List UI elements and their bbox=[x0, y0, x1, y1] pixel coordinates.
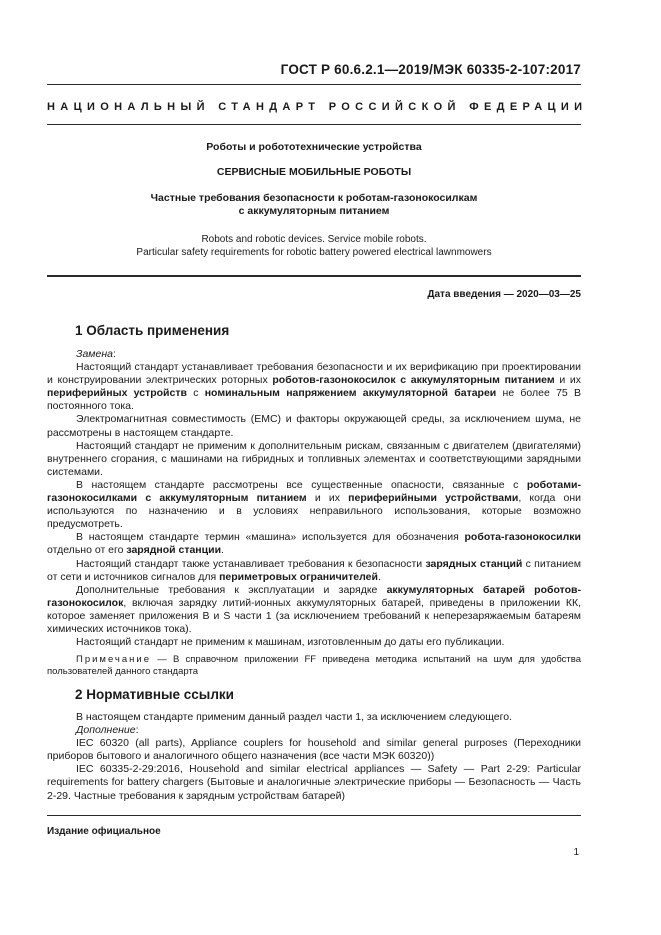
title-english-line2: Particular safety requirements for robotic battery powered electrical lawnmowers bbox=[136, 247, 492, 258]
section-2-body: В настоящем стандарте применим данный раздел части 1, за исключением следующего. Дополнение: IEC 60320 (all parts), Appliance couplers for household and similar general purposes (Переходники приборов бытового и аналогичного общего назначения (все части МЭК 60320)) IEC 60335-2-29:2016, Household and similar electrical appliances — Safety — Part 2-29: Particular requirements for battery chargers (Бытовые и аналогичные электрические приборы — Безопасность — Часть 2-29. Частные требования к зарядным устройствам батарей) bbox=[47, 711, 581, 802]
title-english-line1: Robots and robotic devices. Service mobile robots. bbox=[201, 234, 427, 245]
banner-rule bbox=[47, 124, 581, 125]
paragraph-exclusions: Настоящий стандарт не применим к дополнительным рискам, связанным с двигателем (двигателями) внутреннего сгорания, с машинами на гибридных и топливных элементах и соответствующими зарядными системами. bbox=[47, 439, 581, 478]
national-standard-banner: НАЦИОНАЛЬНЫЙ СТАНДАРТ РОССИЙСКОЙ ФЕДЕРАЦИИ bbox=[47, 101, 588, 113]
paragraph-batteries: Дополнительные требования к эксплуатации и зарядке аккумуляторных батарей роботов-газонокосилок, включая зарядку литий-ионных аккумуляторных батарей, приведены в приложении КК, которое заменяет приложения В и S части 1 (за исключением требований к неперезаряжаемым батареям химических источников тока). bbox=[47, 583, 581, 635]
section-1-heading: 1 Область применения bbox=[75, 323, 230, 338]
document-identifier: ГОСТ Р 60.6.2.1—2019/МЭК 60335-2-107:2017 bbox=[280, 62, 581, 77]
reference-iec-60320: IEC 60320 (all parts), Appliance couplers for household and similar general purposes (Переходники приборов бытового и аналогичного общего назначения (все части МЭК 60320)) bbox=[47, 737, 581, 763]
title-english bbox=[47, 233, 581, 259]
footer-rule bbox=[47, 815, 581, 816]
paragraph-hazards: В настоящем стандарте рассмотрены все существенные опасности, связанные с роботами-газонокосилками с аккумуляторным питанием и их периферийными устройствами, когда они используются по назначению и в условиях неправильного использования, которые возможно предусмотреть. bbox=[47, 478, 581, 531]
paragraph-machine-term: В настоящем стандарте термин «машина» используется для обозначения робота-газонокосилки отдельно от его зарядной станции. bbox=[47, 531, 581, 557]
title-main: СЕРВИСНЫЕ МОБИЛЬНЫЕ РОБОТЫ bbox=[216, 166, 412, 178]
note-text: — В справочном приложении FF приведена методика испытаний на шум для удобства пользователей данного стандарта bbox=[47, 654, 581, 678]
title-particular-line1: Частные требования безопасности к роботам-газонокосилкам bbox=[150, 192, 478, 204]
section-1-body: Замена: Настоящий стандарт устанавливает требования безопасности и их верификацию при проектировании и конструировании электрических роторных роботов-газонокосилок с аккумуляторным питанием и их периферийных устройств с номинальным напряжением аккумуляторной батареи не более 75 В постоянного тока. Электромагнитная совместимость (ЕМС) и факторы окружающей среды, за исключением шума, не рассмотрены в настоящем стандарте. Настоящий стандарт не применим к дополнительным рискам, связанным с двигателем (двигателями) внутреннего сгорания, с машинами на гибридных и топливных элементах и соответствующими зарядными системами. В настоящем стандарте рассмотрены все существенные опасности, связанные с роботами-газонокосилками с аккумуляторным питанием и их периферийными устройствами, когда они используются по назначению и в условиях неправильного использования, которые возможно предусмотреть. В настоящем стандарте термин «машина» используется для обозначения робота-газонокосилки отдельно от его зарядной станции. Настоящий стандарт также устанавливает требования к безопасности зарядных станций с питанием от сети и источников сигналов для периметровых ограничителей. Дополнительные требования к эксплуатации и зарядке аккумуляторных батарей роботов-газонокосилок, включая зарядку литий-ионных аккумуляторных батарей, приведены в приложении КК, которое заменяет приложения В и S части 1 (за исключением требований к неперезаряжаемым батареям химических источников тока). Настоящий стандарт не применим к машинам, изготовленным до даты его публикации. Примечание — В справочном приложении FF приведена методика испытаний на шум для удобства пользователей данного стандарта bbox=[47, 348, 582, 678]
addition-label: Дополнение bbox=[76, 724, 136, 737]
title-block-rule bbox=[47, 275, 581, 277]
paragraph-charging-stations: Настоящий стандарт также устанавливает требования к безопасности зарядных станций с питанием от сети и источников сигналов для периметровых ограничителей. bbox=[47, 557, 581, 583]
note bbox=[47, 654, 581, 678]
reference-iec-60335-2-29: IEC 60335-2-29:2016, Household and similar electrical appliances — Safety — Part 2-29: Particular requirements for battery chargers (Бытовые и аналогичные электрические приборы — Безопасность — Часть 2-29. Частные требования к зарядным устройствам батарей) bbox=[47, 763, 581, 802]
replace-label: Замена bbox=[76, 348, 113, 360]
paragraph-emc: Электромагнитная совместимость (ЕМС) и факторы окружающей среды, за исключением шума, не рассмотрены в настоящем стандарте. bbox=[47, 413, 581, 439]
paragraph-applicability: Настоящий стандарт не применим к машинам, изготовленным до даты его публикации. bbox=[76, 636, 505, 649]
section-2-heading: 2 Нормативные ссылки bbox=[75, 687, 234, 702]
title-general: Роботы и робототехнические устройства bbox=[206, 141, 422, 153]
paragraph-scope: Настоящий стандарт устанавливает требования безопасности и их верификацию при проектировании и конструировании электрических роторных роботов-газонокосилок с аккумуляторным питанием и их периферийных устройств с номинальным напряжением аккумуляторной батареи не более 75 В постоянного тока. bbox=[47, 361, 582, 413]
introduction-date: Дата введения — 2020—03—25 bbox=[427, 289, 581, 300]
header-rule bbox=[47, 84, 581, 85]
title-particular-line2: с аккумуляторным питанием bbox=[238, 205, 390, 217]
paragraph-normative: В настоящем стандарте применим данный раздел части 1, за исключением следующего. bbox=[76, 711, 512, 723]
note-label: Примечание bbox=[76, 654, 151, 666]
official-edition-label: Издание официальное bbox=[47, 826, 161, 837]
page-number: 1 bbox=[573, 847, 579, 858]
title-particular bbox=[47, 192, 581, 218]
